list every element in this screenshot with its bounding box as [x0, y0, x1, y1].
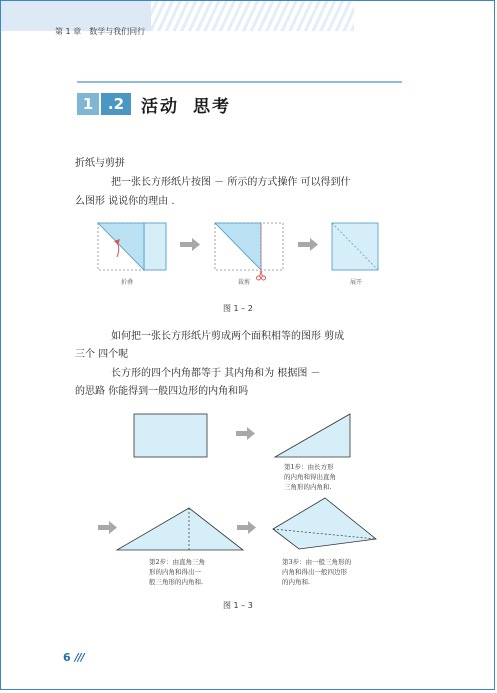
- step-2-line-1: 第2步：由直角三角: [149, 558, 206, 566]
- step-2-note: [149, 557, 205, 587]
- step-3-line-2: 内角和得出一般四边形: [282, 568, 347, 576]
- cut-label: 裁剪: [238, 279, 251, 286]
- step-2-line-2: 形的内角和得出一: [149, 568, 201, 576]
- section-badge-sub: .2: [101, 93, 131, 115]
- arrow-icon: [236, 427, 255, 440]
- section-badge-number: 1: [77, 93, 99, 115]
- step-1-line-2: 的内角和得出直角: [284, 473, 336, 481]
- step-1-note: [284, 462, 336, 492]
- step-1-line-3: 三角形的内角和.: [284, 483, 332, 491]
- step-3-line-1: 第3步：由一般三角形的: [282, 558, 352, 566]
- rectangle-shape: [134, 414, 207, 457]
- figure-1-3-caption: 图 1 – 3: [223, 601, 253, 610]
- page-number: [63, 651, 84, 664]
- paragraph-1-line-1: 把一张长方形纸片按图 － 所示的方式操作 可以得到什: [111, 177, 351, 188]
- fold-label: 折叠: [121, 279, 134, 286]
- paragraph-2-line-1: 如何把一张长方形纸片剪成两个面积相等的图形 剪成: [111, 331, 345, 342]
- unfold-label: 展开: [350, 279, 363, 286]
- chapter-number: 第 1 章: [55, 27, 82, 36]
- general-triangle-shape: [117, 508, 243, 550]
- arrow-icon: [237, 521, 256, 534]
- step-1-line-1: 第1步：由长方形: [284, 463, 334, 471]
- right-triangle-shape: [275, 414, 350, 457]
- paragraph-3-line-1: 长方形的四个内角都等于 其内角和为 根据图 －: [111, 368, 321, 379]
- arrow-icon: [98, 521, 117, 534]
- step-3-note: [282, 557, 351, 587]
- quadrilateral-shape: [273, 498, 376, 549]
- page-number-slashes: ///: [74, 651, 84, 664]
- paragraph-2-line-2: 三个 四个呢: [75, 349, 129, 360]
- figure-1-3-graphic: [1, 1, 497, 693]
- step-2-line-3: 般三角形的内角和.: [149, 578, 204, 586]
- paragraph-3-line-2: 的思路 你能得到一般四边形的内角和吗: [75, 386, 249, 397]
- subheading: 折纸与剪拼: [75, 158, 125, 169]
- page-number-value: 6: [63, 651, 71, 664]
- section-title-a: 活动: [141, 96, 179, 117]
- step-3-line-3: 的内角和.: [282, 578, 311, 586]
- figure-1-2-caption: 图 1 – 2: [223, 304, 253, 313]
- section-title-b: 思考: [193, 96, 231, 117]
- paragraph-1-line-2: 么图形 说说你的理由 .: [75, 196, 175, 207]
- chapter-title: 数学与我们同行: [89, 27, 146, 36]
